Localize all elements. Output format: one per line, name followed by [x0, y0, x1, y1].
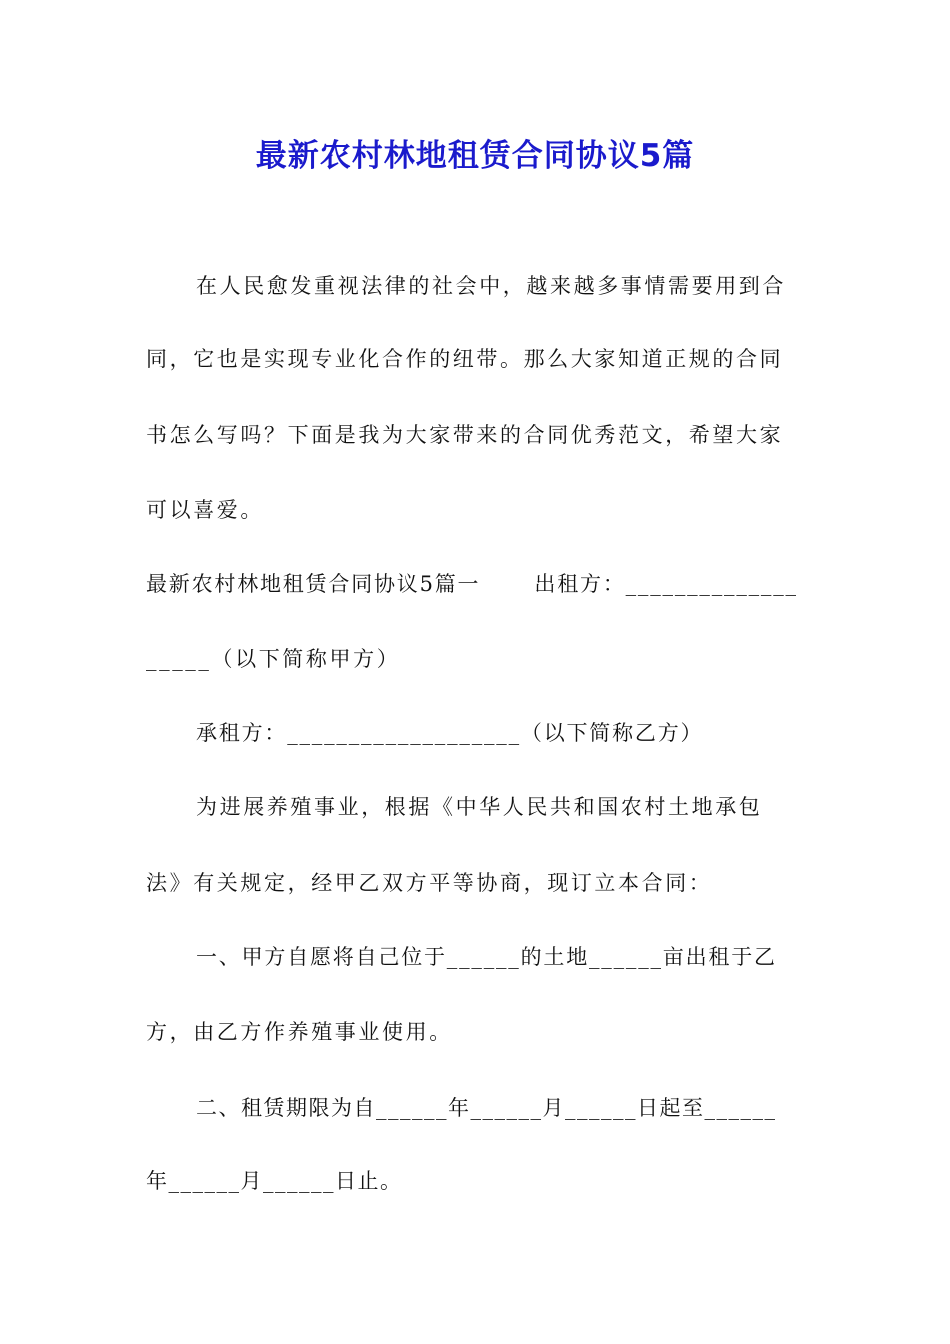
purpose-line-1: 为进展养殖事业，根据《中华人民共和国农村土地承包: [196, 795, 763, 819]
intro-line-1: 在人民愈发重视法律的社会中，越来越多事情需要用到合: [196, 274, 786, 298]
clause-1-line-1: 一、甲方自愿将自己位于______的土地______亩出租于乙: [196, 945, 777, 969]
clause-2-line-1: 二、租赁期限为自______年______月______日起至______: [196, 1096, 777, 1120]
clause-1-line-2: 方，由乙方作养殖事业使用。: [146, 1020, 453, 1044]
intro-line-3: 书怎么写吗？下面是我为大家带来的合同优秀范文，希望大家: [146, 423, 784, 447]
intro-line-2: 同，它也是实现专业化合作的纽带。那么大家知道正规的合同: [146, 347, 784, 371]
purpose-line-2: 法》有关规定，经甲乙双方平等协商，现订立本合同：: [146, 871, 713, 895]
document-title: 最新农村林地租赁合同协议5篇: [255, 138, 695, 174]
lessee-line: 承租方：___________________（以下简称乙方）: [196, 721, 704, 745]
section-heading-lessor: 最新农村林地租赁合同协议5篇一 出租方：______________: [146, 572, 798, 596]
clause-2-line-2: 年______月______日止。: [146, 1169, 403, 1193]
intro-line-4: 可以喜爱。: [146, 498, 264, 522]
lessor-line-2: _____（以下简称甲方）: [146, 647, 401, 671]
